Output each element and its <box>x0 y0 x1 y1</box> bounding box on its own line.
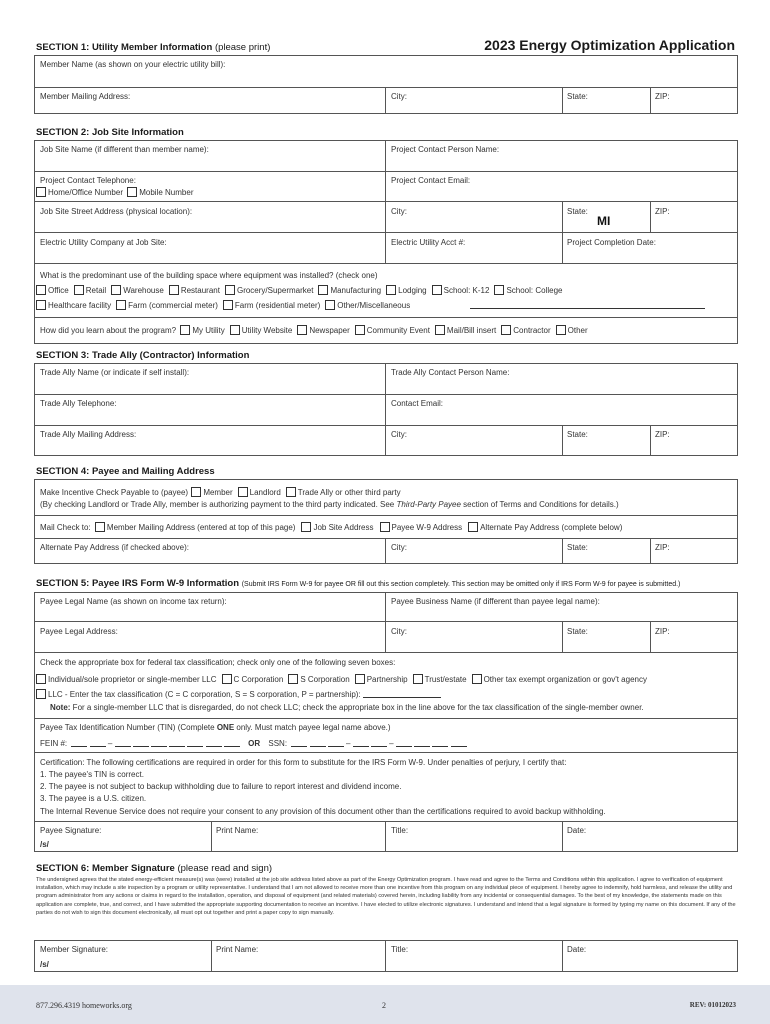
trust-estate-label: Trust/estate <box>424 675 467 684</box>
divider <box>385 140 386 263</box>
llc-row <box>36 689 441 699</box>
divider <box>34 425 738 426</box>
section6-signature-box <box>34 940 738 972</box>
page-number: 2 <box>382 1001 386 1010</box>
my-utility-checkbox[interactable] <box>180 325 190 335</box>
member-title-field[interactable]: Title: <box>391 945 409 954</box>
fein-digit-7[interactable] <box>187 739 203 747</box>
warehouse-label: Warehouse <box>123 286 164 295</box>
payee-business-name-field[interactable]: Payee Business Name (if different than payee legal name): <box>391 597 600 606</box>
project-contact-telephone-field[interactable]: Project Contact Telephone: <box>40 176 136 185</box>
section2-title: SECTION 2: Job Site Information <box>36 127 184 138</box>
llc-note-label: Note: <box>50 703 71 712</box>
fein-digit-9[interactable] <box>224 739 240 747</box>
payee-city-field[interactable]: City: <box>391 627 407 636</box>
mail-check-to-label: Mail Check to: <box>40 523 91 532</box>
divider <box>385 821 386 852</box>
mail-check-to-row <box>40 522 622 532</box>
warehouse-checkbox[interactable] <box>111 285 121 295</box>
ssn-label: SSN: <box>268 739 288 748</box>
divider <box>34 232 738 233</box>
divider <box>211 821 212 852</box>
mobile-number-label: Mobile Number <box>139 188 194 197</box>
llc-note-text: For a single-member LLC that is disregarded, do not check LLC; check the appropriate box in the line above for the tax classification of the single-member owner. <box>70 703 644 712</box>
section4-title: SECTION 4: Payee and Mailing Address <box>36 466 215 477</box>
ssn-digit-1[interactable] <box>291 739 307 747</box>
trade-ally-zip-field[interactable]: ZIP: <box>655 430 670 439</box>
section1-title-text: SECTION 1: Utility Member Information <box>36 42 213 53</box>
divider <box>562 201 563 263</box>
job-site-name-field[interactable]: Job Site Name (if different than member name): <box>40 145 209 154</box>
divider <box>34 621 738 622</box>
tin-instruction-b: only. Must match payee legal name above.) <box>234 723 391 732</box>
farm-commercial-meter-label: Farm (commercial meter) <box>128 301 218 310</box>
certification-line-2: 1. The payee's TIN is correct. <box>40 770 144 779</box>
farm-residential-meter-label: Farm (residential meter) <box>234 301 321 310</box>
llc-note <box>50 704 644 712</box>
newspaper-checkbox[interactable] <box>297 325 307 335</box>
divider <box>34 87 738 88</box>
trade-ally-contact-name-field[interactable]: Trade Ally Contact Person Name: <box>391 368 510 377</box>
divider <box>34 821 738 822</box>
trade-ally-or-other-third-party-label: Trade Ally or other third party <box>297 488 401 497</box>
other-tax-exempt-organization-or-gov-t-agency-checkbox[interactable] <box>472 674 482 684</box>
ssn-digit-8[interactable] <box>432 739 448 747</box>
school-k-12-checkbox[interactable] <box>432 285 442 295</box>
certification-line-5: The Internal Revenue Service does not require your consent to any provision of this document other than the certifications required to avoid backup withholding. <box>40 807 606 816</box>
tin-row: FEIN #: – OR SSN: – – <box>40 739 467 748</box>
building-use-options-row2 <box>36 300 410 310</box>
section6-title-text: SECTION 6: Member Signature <box>36 863 175 874</box>
trade-ally-state-field[interactable]: State: <box>567 430 588 439</box>
job-site-zip-field[interactable]: ZIP: <box>655 207 670 216</box>
divider <box>34 538 738 539</box>
payee-print-name-field[interactable]: Print Name: <box>216 826 259 835</box>
job-site-address-label: Job Site Address <box>313 523 374 532</box>
divider <box>650 621 651 652</box>
utility-website-checkbox[interactable] <box>230 325 240 335</box>
job-site-street-address-field[interactable]: Job Site Street Address (physical location): <box>40 207 193 216</box>
section1-title-note: (please print) <box>214 42 271 53</box>
farm-commercial-meter-checkbox[interactable] <box>116 300 126 310</box>
restaurant-label: Restaurant <box>180 286 220 295</box>
retail-label: Retail <box>85 286 107 295</box>
ssn-digit-2[interactable] <box>310 739 326 747</box>
member-checkbox[interactable] <box>191 487 201 497</box>
building-use-question: What is the predominant use of the building space where equipment was installed? (check one) <box>40 271 378 280</box>
job-site-address-checkbox[interactable] <box>301 522 311 532</box>
retail-checkbox[interactable] <box>74 285 84 295</box>
section6-title-note: (please read and sign) <box>177 863 273 874</box>
tin-instruction-bold: ONE <box>216 723 235 732</box>
phone-type-options <box>36 187 193 197</box>
divider <box>34 652 738 653</box>
learn-question-label: How did you learn about the program? <box>40 326 177 335</box>
mobile-number-checkbox[interactable] <box>127 187 137 197</box>
payee-state-field[interactable]: State: <box>567 627 588 636</box>
alt-city-field[interactable]: City: <box>391 543 407 552</box>
member-signature-value: /s/ <box>40 960 49 969</box>
ssn-digit-6[interactable] <box>396 739 412 747</box>
home-office-number-label: Home/Office Number <box>48 188 123 197</box>
electric-utility-acct-field[interactable]: Electric Utility Acct #: <box>391 238 466 247</box>
member-print-name-field[interactable]: Print Name: <box>216 945 259 954</box>
divider <box>562 425 563 456</box>
divider <box>650 538 651 564</box>
school-college-checkbox[interactable] <box>494 285 504 295</box>
fein-digit-5[interactable] <box>151 739 167 747</box>
mail-bill-insert-checkbox[interactable] <box>435 325 445 335</box>
llc-label: LLC - Enter the tax classification (C = C corporation, S = S corporation, P = partnership): <box>48 690 361 699</box>
divider <box>650 425 651 456</box>
divider <box>650 87 651 114</box>
healthcare-facility-label: Healthcare facility <box>48 301 112 310</box>
trade-ally-name-field[interactable]: Trade Ally Name (or indicate if self install): <box>40 368 190 377</box>
llc-classification-line[interactable] <box>363 690 441 698</box>
job-site-city-field[interactable]: City: <box>391 207 407 216</box>
member-signature-field[interactable]: Member Signature: <box>40 945 109 954</box>
my-utility-label: My Utility <box>192 326 225 335</box>
lodging-checkbox[interactable] <box>386 285 396 295</box>
member-zip-field[interactable]: ZIP: <box>655 92 670 101</box>
section1-title <box>36 42 270 53</box>
section5-title <box>36 578 680 589</box>
divider <box>385 592 386 652</box>
other-checkbox[interactable] <box>556 325 566 335</box>
fein-digit-1[interactable] <box>71 739 87 747</box>
member-city-field[interactable]: City: <box>391 92 407 101</box>
divider <box>562 87 563 114</box>
payee-date-field[interactable]: Date: <box>567 826 587 835</box>
divider <box>211 940 212 972</box>
job-site-state-field[interactable]: State: <box>567 207 588 216</box>
mail-bill-insert-label: Mail/Bill insert <box>446 326 497 335</box>
payee-signature-value: /s/ <box>40 840 49 849</box>
fein-label: FEIN #: <box>40 739 68 748</box>
page-footer <box>0 985 770 1024</box>
section3-title: SECTION 3: Trade Ally (Contractor) Information <box>36 350 250 361</box>
trade-ally-mailing-address-field[interactable]: Trade Ally Mailing Address: <box>40 430 137 439</box>
fein-digit-4[interactable] <box>133 739 149 747</box>
trust-estate-checkbox[interactable] <box>413 674 423 684</box>
document-title: 2023 Energy Optimization Application <box>484 37 735 53</box>
other-miscellaneous-checkbox[interactable] <box>325 300 335 310</box>
member-date-field[interactable]: Date: <box>567 945 587 954</box>
community-event-label: Community Event <box>366 326 430 335</box>
section5-title-text: SECTION 5: Payee IRS Form W-9 Information <box>36 578 240 589</box>
partnership-checkbox[interactable] <box>355 674 365 684</box>
tax-classification-options <box>36 674 647 684</box>
manufacturing-checkbox[interactable] <box>318 285 328 295</box>
project-contact-name-field[interactable]: Project Contact Person Name: <box>391 145 500 154</box>
member-name-field[interactable]: Member Name (as shown on your electric utility bill): <box>40 60 226 69</box>
community-event-checkbox[interactable] <box>355 325 365 335</box>
other-miscellaneous-label: Other/Miscellaneous <box>337 301 411 310</box>
other-use-line[interactable] <box>470 301 705 309</box>
office-label: Office <box>48 286 69 295</box>
divider <box>34 171 738 172</box>
tin-instruction-a: Payee Tax Identification Number (TIN) (Complete <box>40 723 217 732</box>
farm-residential-meter-checkbox[interactable] <box>223 300 233 310</box>
payee-legal-address-field[interactable]: Payee Legal Address: <box>40 627 118 636</box>
newspaper-label: Newspaper <box>309 326 350 335</box>
payee-signature-field[interactable]: Payee Signature: <box>40 826 102 835</box>
fein-digit-8[interactable] <box>206 739 222 747</box>
tin-instruction <box>40 724 391 732</box>
divider <box>34 394 738 395</box>
member-mailing-address-field[interactable]: Member Mailing Address: <box>40 92 131 101</box>
trade-ally-or-other-third-party-checkbox[interactable] <box>286 487 296 497</box>
c-corporation-label: C Corporation <box>233 675 284 684</box>
landlord-checkbox[interactable] <box>238 487 248 497</box>
other-label: Other <box>567 326 588 335</box>
job-site-state-value: MI <box>597 214 611 228</box>
third-party-note-b: section of Terms and Conditions for details.) <box>460 500 619 509</box>
certification-line-1: Certification: The following certifications are required in order for this form to substitute for the IRS Form W-9. Under penalties of perjury, I certify that: <box>40 758 567 767</box>
payee-legal-name-field[interactable]: Payee Legal Name (as shown on income tax return): <box>40 597 227 606</box>
alternate-pay-address-complete-below-label: Alternate Pay Address (complete below) <box>480 523 623 532</box>
office-checkbox[interactable] <box>36 285 46 295</box>
divider <box>34 515 738 516</box>
payee-title-field[interactable]: Title: <box>391 826 409 835</box>
project-completion-date-field[interactable]: Project Completion Date: <box>567 238 656 247</box>
project-contact-email-field[interactable]: Project Contact Email: <box>391 176 471 185</box>
ssn-digit-9[interactable] <box>451 739 467 747</box>
contractor-checkbox[interactable] <box>501 325 511 335</box>
alternate-pay-address-field[interactable]: Alternate Pay Address (if checked above): <box>40 543 189 552</box>
member-state-field[interactable]: State: <box>567 92 588 101</box>
manufacturing-label: Manufacturing <box>330 286 382 295</box>
make-payable-label: Make Incentive Check Payable to (payee) <box>40 488 189 497</box>
divider <box>562 538 563 564</box>
alt-state-field[interactable]: State: <box>567 543 588 552</box>
divider <box>562 621 563 652</box>
grocery-supermarket-label: Grocery/Supermarket <box>236 286 314 295</box>
learn-about-program-row <box>40 325 588 335</box>
section5-title-note: (Submit IRS Form W-9 for payee OR fill out this section completely. This section may be omitted only if IRS Form W-9 for payee is submitted.) <box>241 581 681 588</box>
c-corporation-checkbox[interactable] <box>222 674 232 684</box>
fein-digit-2[interactable] <box>90 739 106 747</box>
member-label: Member <box>203 488 233 497</box>
trade-ally-city-field[interactable]: City: <box>391 430 407 439</box>
s-corporation-checkbox[interactable] <box>288 674 298 684</box>
ssn-digit-7[interactable] <box>414 739 430 747</box>
restaurant-checkbox[interactable] <box>169 285 179 295</box>
alt-zip-field[interactable]: ZIP: <box>655 543 670 552</box>
payee-w-9-address-checkbox[interactable] <box>380 522 390 532</box>
school-k-12-label: School: K-12 <box>443 286 490 295</box>
healthcare-facility-checkbox[interactable] <box>36 300 46 310</box>
third-party-note-a: (By checking Landlord or Trade Ally, member is authorizing payment to the third party indicated. See <box>40 500 397 509</box>
divider <box>34 718 738 719</box>
divider <box>34 317 738 318</box>
divider <box>385 87 386 114</box>
partnership-label: Partnership <box>366 675 408 684</box>
school-college-label: School: College <box>506 286 563 295</box>
trade-ally-email-field[interactable]: Contact Email: <box>391 399 444 408</box>
payee-w-9-address-label: Payee W-9 Address <box>391 523 463 532</box>
divider <box>385 363 386 456</box>
lodging-label: Lodging <box>398 286 427 295</box>
divider <box>34 263 738 264</box>
grocery-supermarket-checkbox[interactable] <box>225 285 235 295</box>
payable-to-row <box>40 487 401 497</box>
revision-label: REV: 01012023 <box>689 1001 736 1009</box>
payee-zip-field[interactable]: ZIP: <box>655 627 670 636</box>
divider <box>34 752 738 753</box>
member-agreement-paragraph: The undersigned agrees that the stated energy-efficient measure(s) was (were) installed at the job site address listed above as part of the Energy Optimization program. I have read and agree to the Terms and Conditions within this application. I agree to verification of equipment installation, which may include a site inspection by a program or utility representative. I understand that I am not allowed to receive more than one incentive from this program on any individual piece of equipment. I hereby agree to indemnify, hold harmless, and release the utility and program administrator from any actions or claims in regard to the installation, operation, and disposal of equipment (and related materials) covered herein, including liability from any incidental or consequential damages. To the best of my knowledge, the statements made on this application are complete, true, and correct, and I have submitted the appropriate supporting documentation to receive an incentive. I have elected to utilize electronic signatures. I understand and intend that a legal signature is formed by typing my name on this document. If any of the parties do not wish to sign this document electronically, all must opt out together and print a paper copy to sign manually. <box>36 877 736 916</box>
trade-ally-telephone-field[interactable]: Trade Ally Telephone: <box>40 399 117 408</box>
third-party-note-italic: Third-Party Payee <box>396 500 461 509</box>
divider <box>650 201 651 232</box>
individual-sole-proprietor-or-single-member-llc-label: Individual/sole proprietor or single-member LLC <box>48 675 217 684</box>
building-use-options-row1 <box>36 285 562 295</box>
divider <box>34 201 738 202</box>
individual-sole-proprietor-or-single-member-llc-checkbox[interactable] <box>36 674 46 684</box>
fein-digit-3[interactable] <box>115 739 131 747</box>
landlord-label: Landlord <box>249 488 281 497</box>
third-party-note <box>40 501 619 509</box>
certification-line-4: 3. The payee is a U.S. citizen. <box>40 794 147 803</box>
member-mailing-address-entered-at-top-of-this-page-label: Member Mailing Address (entered at top of this page) <box>106 523 296 532</box>
certification-line-3: 2. The payee is not subject to backup withholding due to failure to report interest and dividend income. <box>40 782 402 791</box>
ssn-digit-5[interactable] <box>371 739 387 747</box>
ssn-digit-4[interactable] <box>353 739 369 747</box>
electric-utility-company-field[interactable]: Electric Utility Company at Job Site: <box>40 238 167 247</box>
ssn-digit-3[interactable] <box>328 739 344 747</box>
tax-classification-intro: Check the appropriate box for federal tax classification; check only one of the following seven boxes: <box>40 658 396 667</box>
divider <box>385 940 386 972</box>
section6-title <box>36 863 272 874</box>
divider <box>562 821 563 852</box>
fein-digit-6[interactable] <box>169 739 185 747</box>
alternate-pay-address-complete-below-checkbox[interactable] <box>468 522 478 532</box>
or-label: OR <box>248 739 261 748</box>
divider <box>385 538 386 564</box>
s-corporation-label: S Corporation <box>300 675 350 684</box>
home-office-number-checkbox[interactable] <box>36 187 46 197</box>
other-tax-exempt-organization-or-gov-t-agency-label: Other tax exempt organization or gov't agency <box>483 675 647 684</box>
member-mailing-address-entered-at-top-of-this-page-checkbox[interactable] <box>95 522 105 532</box>
contractor-label: Contractor <box>513 326 551 335</box>
utility-website-label: Utility Website <box>241 326 293 335</box>
divider <box>562 940 563 972</box>
llc-checkbox[interactable] <box>36 689 46 699</box>
footer-contact: 877.296.4319 homeworks.org <box>36 1001 132 1010</box>
